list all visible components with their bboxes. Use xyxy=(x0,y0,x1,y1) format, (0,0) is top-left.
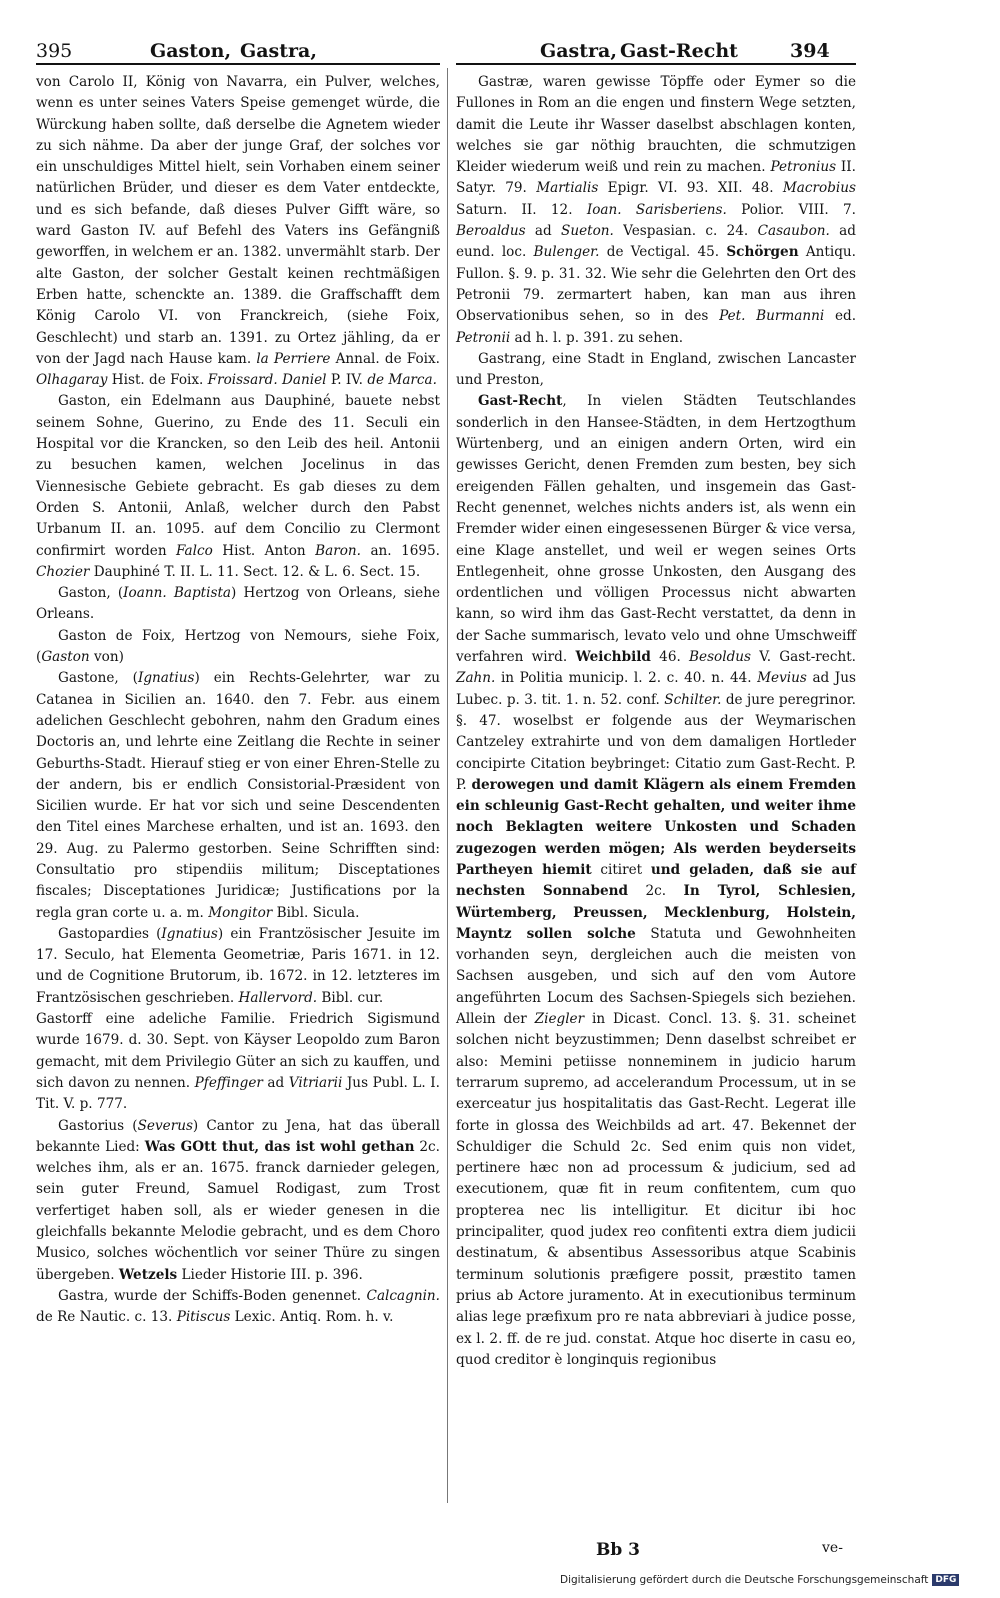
right-column xyxy=(456,72,856,1371)
page-number-right: 394 xyxy=(790,40,830,62)
dfg-logo: DFG xyxy=(932,1574,959,1586)
header-right-word-2: Gast-Recht xyxy=(620,40,738,62)
digitization-footer xyxy=(560,1574,996,1594)
catchword: ve- xyxy=(822,1540,843,1556)
header-left-word-1: Gaston, xyxy=(150,40,232,62)
lexicon-entry: Gastorff eine adeliche Familie. Friedrich Sigismund wurde 1679. d. 30. Sept. von Käyser Leopoldo zum Baron gemacht, mit dem Privilegio Güter an sich zu kauffen, und sich davon zu nennen. Pfeffinger ad Vitriarii Jus Publ. L. I. Tit. V. p. 777. xyxy=(36,1011,440,1113)
lexicon-entry: Gaston, (Ioann. Baptista) Hertzog von Orleans, siehe Orleans. xyxy=(36,585,440,623)
lexicon-entry: Gastorius (Severus) Cantor zu Jena, hat das überall bekannte Lied: Was GOtt thut, das ist wohl gethan 2c. welches ihm, als er an. 1675. franck darnieder gelegen, sein guter Freund, Samuel Rodigast, zum Trost verfertiget haben soll, als er wieder genesen in die gleichfalls bekannte Melodie gebracht, und es dem Choro Musico, solches wöchentlich vor seiner Thüre zu singen übergeben. Wetzels Lieder Historie III. p. 396. xyxy=(36,1117,440,1283)
signature-mark: Bb 3 xyxy=(596,1540,641,1560)
column-divider xyxy=(447,68,448,1503)
lexicon-entry: Gastræ, waren gewisse Töpffe oder Eymer so die Fullones in Rom an die engen und finstern Wege setzten, damit die Leute ihr Wasser daselbst abschlagen konten, welches sie gar nöthig brauchten, die schmutzigen Kleider wiederum weiß und rein zu machen. Petronius II. Satyr. 79. Martialis Epigr. VI. 93. XII. 48. Macrobius Saturn. II. 12. Ioan. Sarisberiens. Polior. VIII. 7. Beroaldus ad Sueton. Vespasian. c. 24. Casaubon. ad eund. loc. Bulenger. de Vectigal. 45. Schörgen Antiqu. Fullon. §. 9. p. 31. 32. Wie sehr die Gelehrten den Ort des Petronii 79. zermartert haben, kan man aus ihren Observationibus sehen, so in des Pet. Burmanni ed. Petronii ad h. l. p. 391. zu sehen. xyxy=(456,74,857,346)
lexicon-entry: von Carolo II, König von Navarra, ein Pulver, welches, wenn es unter seines Vaters Speise gemenget würde, die Würckung haben sollte, daß derselbe die Agnetem wieder zu sich nähme. Da aber der junge Graf, der solches vor ein unschuldiges Mittel hielt, sein Vorhaben einem seiner natürlichen Brüder, und dieser es dem Vater entdeckte, und es sich befande, daß dieses Pulver Gifft wäre, so ward Gaston IV. auf Befehl des Vaters ins Gefängniß geworffen, in welchem er an. 1382. unvermählt starb. Der alte Gaston, der solcher Gestalt keinen rechtmäßigen Erben hatte, schenckte an. 1389. die Graffschafft dem König Carolo VI. von Franckreich, (siehe Foix, Geschlecht) und starb an. 1391. zu Ortez jähling, da er von der Jagd nach Hause kam. la Perriere Annal. de Foix. Olhagaray Hist. de Foix. Froissard. Daniel P. IV. de Marca. xyxy=(36,74,440,389)
page-number-left: 395 xyxy=(36,40,73,62)
left-column xyxy=(36,72,440,1329)
header-left-word-2: Gastra, xyxy=(240,40,317,62)
header-rule-left xyxy=(36,63,440,65)
lexicon-entry: Gaston, ein Edelmann aus Dauphiné, bauete nebst seinem Sohne, Guerino, zu Ende des 11. Seculi ein Hospital vor die Krancken, so den Leib des heil. Antonii zu besuchen kamen, welchen Jocelinus in das Viennesische Gebiete gebracht. Es gab dieses zu dem Orden S. Antonii, Anlaß, welcher durch den Pabst Urbanum II. an. 1095. auf dem Concilio zu Clermont confirmirt worden Falco Hist. Anton Baron. an. 1695. Chozier Dauphiné T. II. L. 11. Sect. 12. & L. 6. Sect. 15. xyxy=(36,393,440,580)
lexicon-entry: Gaston de Foix, Hertzog von Nemours, siehe Foix, (Gaston von) xyxy=(36,627,440,666)
digitization-credit: Digitalisierung gefördert durch die Deutsche Forschungsgemeinschaft xyxy=(560,1574,929,1586)
lexicon-entry: Gastone, (Ignatius) ein Rechts-Gelehrter, war zu Catanea in Sicilien an. 1640. den 7. Febr. aus einem adelichen Geschlecht gebohren, nahm den Gradum eines Doctoris an, und lehrte eine Zeitlang die Rechte in seiner Geburths-Stadt. Hierauf stieg er von einer Ehren-Stelle zu der andern, bis er endlich Consistorial-Præsident von Sicilien wurde. Er hat vor sich und seine Descendenten den Titel eines Marchese erhalten, und ist an. 1693. den 29. Aug. zu Palermo gestorben. Seine Schrifften sind: Consultatio pro stipendiis militum; Disceptationes fiscales; Disceptationes Juridicæ; Justifications por la regla gran corte u. a. m. Mongitor Bibl. Sicula. xyxy=(36,670,440,921)
lexicon-entry: Gastrang, eine Stadt in England, zwischen Lancaster und Preston, xyxy=(456,350,856,389)
header-right-word-1: Gastra, xyxy=(540,40,617,62)
lexicon-entry: Gast-Recht, In vielen Städten Teutschlandes sonderlich in den Hansee-Städten, in dem Hertzogthum Würtenberg, und an einigen andern Orten, wird ein gewisses Gericht, denen Fremden zum besten, bey sich ereigenden Fällen gehalten, und insgemein das Gast-Recht genennet, welches nichts anders ist, als wenn ein Fremder wider einen eingesessenen Bürger & vice versa, eine Klage anstellet, und weil er wegen seines Orts Entlegenheit, ohne grosse Unkosten, den Ausgang des ordentlichen und völligen Processus nicht abwarten kann, so wird ihm das Gast-Recht verstattet, da denn in der Sache summarisch, levato velo und ohne Umschweiff verfahren wird. Weichbild 46. Besoldus V. Gast-recht. Zahn. in Politia municip. l. 2. c. 40. n. 44. Mevius ad Jus Lubec. p. 3. tit. 1. n. 52. conf. Schilter. de jure peregrinor. §. 47. woselbst er folgende aus der Weymarischen Cantzeley extrahirte und von dem damaligen Hortleder concipirte Citation beybringet: Citatio zum Gast-Recht. P. P. derowegen und damit Klägern als einem Fremden ein schleunig Gast-Recht gehalten, und weiter ihme noch Beklagten weitere Unkosten und Schaden zugezogen werden mögen; Als werden beyderseits Partheyen hiemit citiret und geladen, daß sie auf nechsten Sonnabend 2c. In Tyrol, Schlesien, Würtemberg, Preussen, Mecklenburg, Holstein, Mayntz sollen solche Statuta und Gewohnheiten vorhanden seyn, dergleichen auch die meisten von Sachsen ausgeben, und sich auf den vom Autore angeführten Locum des Sachsen-Spiegels sich beziehen. Allein der Ziegler in Dicast. Concl. 13. §. 31. scheinet solchen nicht beyzustimmen; Denn daselbst schreibet er also: Memini petiisse nonneminem in judicio harum terrarum supremo, ad accelerandum Processum, ut in se exerceatur jus hospitalitatis das Gast-Recht. Legerat ille forte in glossa des Weichbilds ad art. 47. Bekennet der Schuldiger die Schuld 2c. Sed enim quis non videt, pertinere hæc non ad processum & judicium, sed ad executionem, quæ fit in reum confitentem, cum quo propterea nec lis intelligitur. Et dicitur ibi hoc principaliter, quod judex reo confitenti extra diem judicii destinatum, & absentibus Assessoribus atque Scabinis terminum solutionis præfigere possit, præstito tamen prius ab Actore juramento. At in executionibus terminum alias lege præfixum pro re nata abbreviari à judice posse, ex l. 2. ff. de re jud. constat. Atque hoc diserte in casu eo, quod creditor è longinquis regionibus xyxy=(456,393,857,1368)
header-rule-right xyxy=(456,63,856,65)
lexicon-entry: Gastopardies (Ignatius) ein Frantzösischer Jesuite im 17. Seculo, hat Elementa Geometriæ, Paris 1671. in 12. und de Cognitione Brutorum, ib. 1672. in 12. letzteres im Frantzösischen geschrieben. Hallervord. Bibl. cur. xyxy=(36,925,440,1006)
lexicon-entry: Gastra, wurde der Schiffs-Boden genennet. Calcagnin. de Re Nautic. c. 13. Pitiscus Lexic. Antiq. Rom. h. v. xyxy=(36,1287,440,1326)
